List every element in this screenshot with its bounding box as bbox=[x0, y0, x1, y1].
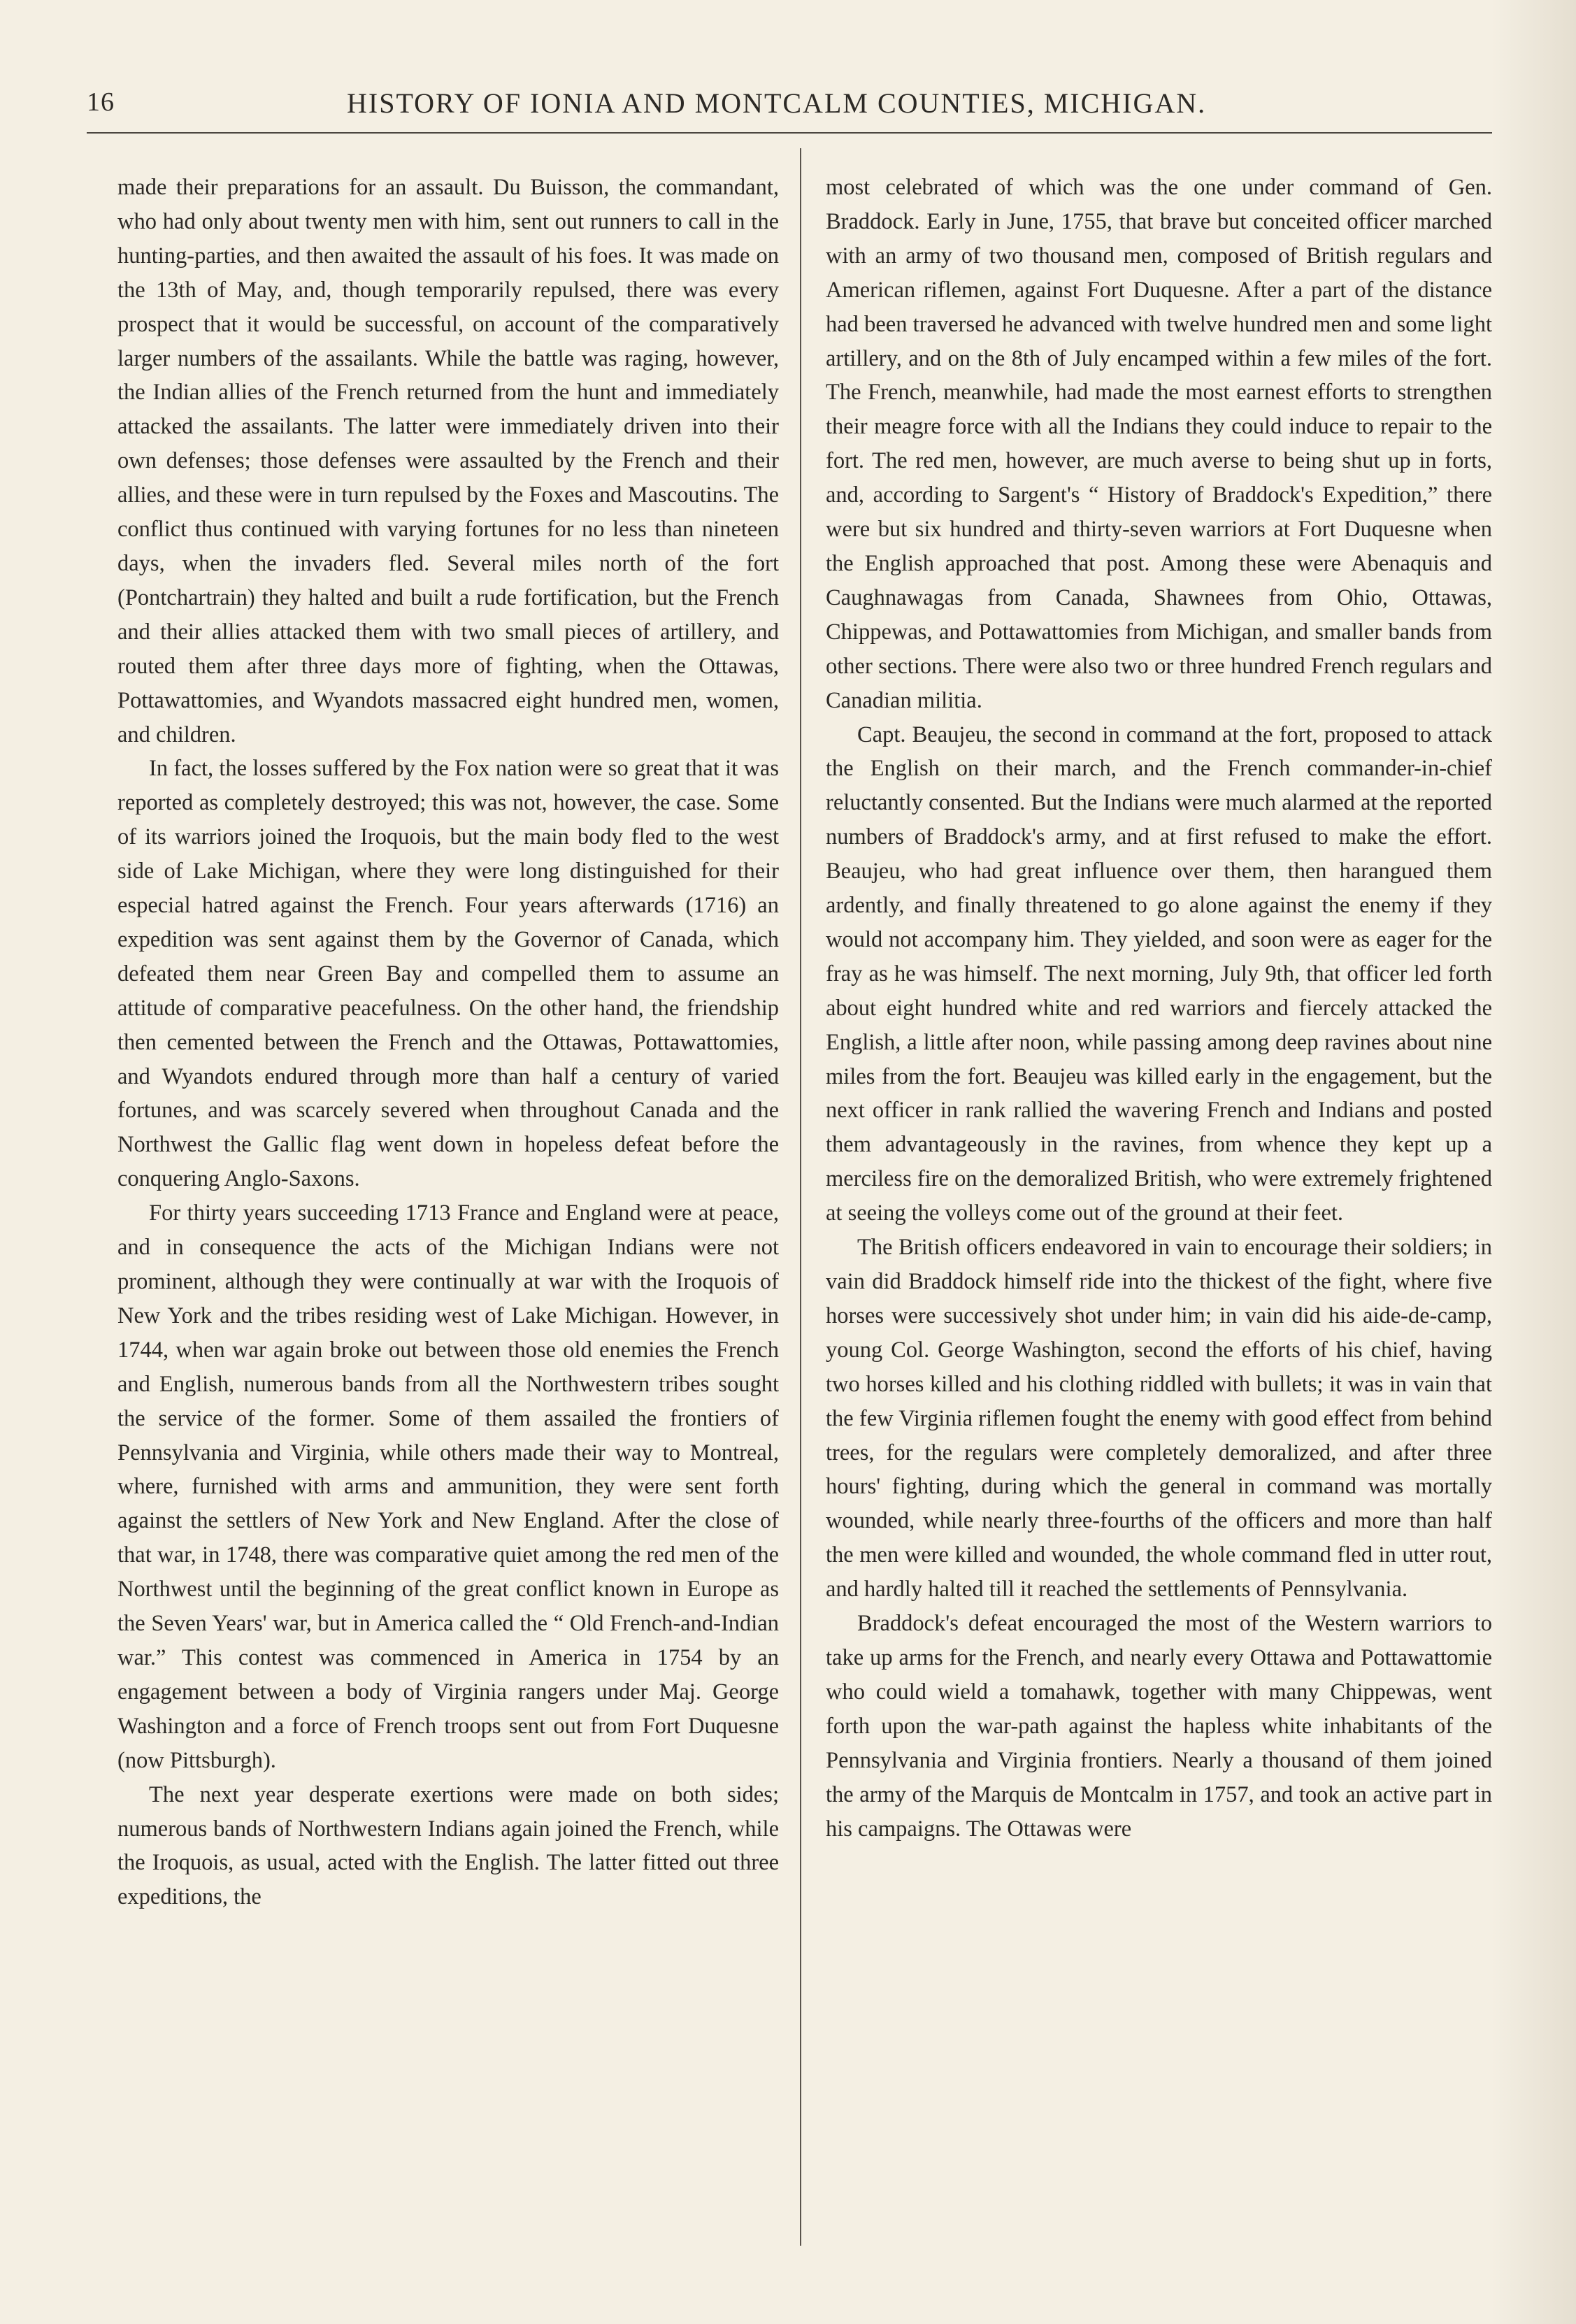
paragraph: The next year desperate exertions were made on both sides; numerous bands of Northwestern Indians again joined the French, while the Iroquois, as usual, acted with the English. The latter fitted out three expeditions, the bbox=[117, 1781, 779, 1910]
running-title: HISTORY OF IONIA AND MONTCALM COUNTIES, MICHIGAN. bbox=[347, 87, 1207, 119]
page-edge-shading bbox=[1492, 0, 1576, 2324]
right-column bbox=[826, 171, 1492, 1846]
paragraph: For thirty years succeeding 1713 France and England were at peace, and in consequence the acts of the Michigan Indians were not prominent, although they were continually at war with the Iroquois of New York and the tribes residing west of Lake Michigan. However, in 1744, when war again broke out between those old enemies the French and English, numerous bands from all the Northwestern tribes sought the service of the former. Some of them assailed the frontiers of Pennsylvania and Virginia, while others made their way to Montreal, where, furnished with arms and ammunition, they were sent forth against the settlers of New York and New England. After the close of that war, in 1748, there was comparative quiet among the red men of the Northwest until the beginning of the great conflict known in Europe as the Seven Years' war, but in America called the “ Old French-and-Indian war.” This contest was commenced in America in 1754 by an engagement between a body of Virginia rangers under Maj. George Washington and a force of French troops sent out from Fort Duquesne (now Pittsburgh). bbox=[117, 1200, 779, 1773]
header-rule bbox=[87, 132, 1492, 134]
column-divider bbox=[800, 148, 801, 2246]
paragraph: In fact, the losses suffered by the Fox nation were so great that it was reported as completely destroyed; this was not, however, the case. Some of its warriors joined the Iroquois, but the main body fled to the west side of Lake Michigan, where they were long distinguished for their especial hatred against the French. Four years afterwards (1716) an expedition was sent against them by the Governor of Canada, which defeated them near Green Bay and compelled them to assume an attitude of comparative peacefulness. On the other hand, the friendship then cemented between the French and the Ottawas, Pottawattomies, and Wyandots endured through more than half a century of varied fortunes, and was scarcely severed when throughout Canada and the Northwest the Gallic flag went down in hopeless defeat before the conquering Anglo-Saxons. bbox=[117, 756, 779, 1192]
paragraph: Capt. Beaujeu, the second in command at the fort, proposed to attack the English on their march, and the French commander-in-chief reluctantly consented. But the Indians were much alarmed at the reported numbers of Braddock's army, and at first refused to make the effort. Beaujeu, who had great influence over them, then harangued them ardently, and finally threatened to go alone against the enemy if they would not accompany him. They yielded, and soon were as eager for the fray as he was himself. The next morning, July 9th, that officer led forth about eight hundred white and red warriors and fiercely attacked the English, a little after noon, while passing among deep ravines about nine miles from the fort. Beaujeu was killed early in the engagement, but the next officer in rank rallied the wavering French and Indians and posted them advantageously in the ravines, from whence they kept up a merciless fire on the demoralized British, who were extremely frightened at seeing the volleys come out of the ground at their feet. bbox=[826, 722, 1492, 1226]
page-number: 16 bbox=[87, 87, 115, 117]
paragraph: The British officers endeavored in vain to encourage their soldiers; in vain did Braddock himself ride into the thickest of the fight, where five horses were successively shot under him; in vain did his aide-de-camp, young Col. George Washington, second the efforts of his chief, having two horses killed and his clothing riddled with bullets; it was in vain that the few Virginia riflemen fought the enemy with good effect from behind trees, for the regulars were completely demoralized, and after three hours' fighting, during which the general in command was mortally wounded, while nearly three-fourths of the officers and more than half the men were killed and wounded, the whole command fled in utter rout, and hardly halted till it reached the settlements of Pennsylvania. bbox=[826, 1235, 1492, 1602]
paragraph: Braddock's defeat encouraged the most of the Western warriors to take up arms for the French, and nearly every Ottawa and Pottawattomie who could wield a tomahawk, together with many Chippewas, went forth upon the war-path against the hapless white inhabitants of the Pennsylvania and Virginia frontiers. Nearly a thousand of them joined the army of the Marquis de Montcalm in 1757, and took an active part in his campaigns. The Ottawas were bbox=[826, 1611, 1492, 1842]
left-column bbox=[117, 171, 779, 1914]
paragraph: most celebrated of which was the one under command of Gen. Braddock. Early in June, 1755, that brave but conceited officer marched with an army of two thousand men, composed of British regulars and American riflemen, against Fort Duquesne. After a part of the distance had been traversed he advanced with twelve hundred men and some light artillery, and on the 8th of July encamped within a few miles of the fort. The French, meanwhile, had made the most earnest efforts to strengthen their meagre force with all the Indians they could induce to repair to the fort. The red men, however, are much averse to being shut up in forts, and, according to Sargent's “ History of Braddock's Expedition,” there were but six hundred and thirty-seven warriors at Fort Duquesne when the English approached that post. Among these were Abenaquis and Caughnawagas from Canada, Shawnees from Ohio, Ottawas, Chippewas, and Pottawattomies from Michigan, and smaller bands from other sections. There were also two or three hundred French regulars and Canadian militia. bbox=[826, 175, 1492, 713]
paragraph: made their preparations for an assault. Du Buisson, the commandant, who had only about twenty men with him, sent out runners to call in the hunting-parties, and then awaited the assault of his foes. It was made on the 13th of May, and, though temporarily repulsed, there was every prospect that it would be successful, on account of the comparatively larger numbers of the assailants. While the battle was raging, however, the Indian allies of the French returned from the hunt and immediately attacked the assailants. The latter were immediately driven into their own defenses; those defenses were assaulted by the French and their allies, and these were in turn repulsed by the Foxes and Mascoutins. The conflict thus continued with varying fortunes for no less than nineteen days, when the invaders fled. Several miles north of the fort (Pontchartrain) they halted and built a rude fortification, but the French and their allies attacked them with two small pieces of artillery, and routed them after three days more of fighting, when the Ottawas, Pottawattomies, and Wyandots massacred eight hundred men, women, and children. bbox=[117, 175, 779, 747]
